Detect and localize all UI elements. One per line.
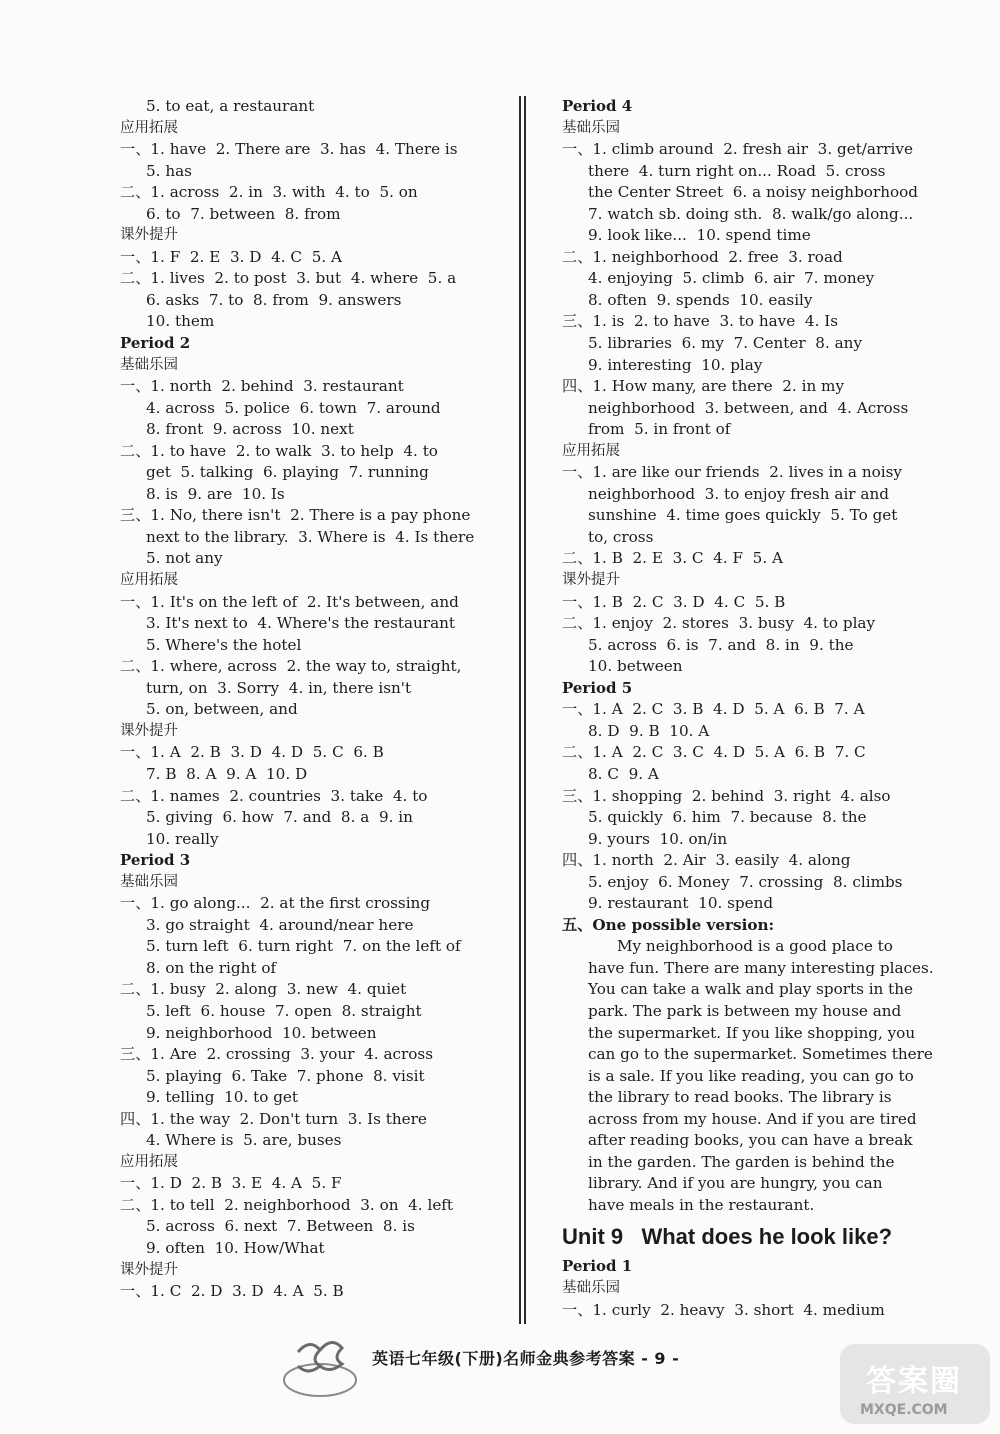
answer-line: have fun. There are many interesting places. [588, 958, 934, 977]
answer-line: 9. restaurant 10. spend [588, 894, 774, 913]
answer-line: across from my house. And if you are tired [588, 1109, 917, 1128]
section-heading: 基础乐园 [120, 873, 178, 890]
answer-line: 一、1. C 2. D 3. D 4. A 5. B [120, 1282, 344, 1301]
answer-line: 10. between [588, 657, 683, 676]
answer-line: 5. has [146, 161, 192, 180]
answer-line: 三、1. Are 2. crossing 3. your 4. across [120, 1045, 434, 1064]
answer-line: 二、1. to have 2. to walk 3. to help 4. to [120, 441, 438, 460]
answer-line: 8. often 9. spends 10. easily [588, 290, 813, 309]
answer-line: is a sale. If you like reading, you can go to [588, 1066, 914, 1085]
answer-line: the library to read books. The library is [588, 1088, 892, 1107]
answer-line: 8. D 9. B 10. A [588, 721, 710, 740]
answer-line: 二、1. where, across 2. the way to, straight, [120, 657, 462, 676]
section-heading: 应用拓展 [562, 442, 620, 459]
section-heading: 应用拓展 [120, 1153, 178, 1170]
answer-line: 4. enjoying 5. climb 6. air 7. money [588, 269, 875, 288]
section-heading: 基础乐园 [120, 356, 178, 373]
answer-line: 8. C 9. A [588, 764, 659, 783]
answer-line: 5. left 6. house 7. open 8. straight [146, 1001, 422, 1020]
answer-line: 一、1. B 2. C 3. D 4. C 5. B [562, 592, 786, 611]
answer-line: 二、1. B 2. E 3. C 4. F 5. A [562, 549, 783, 568]
section-heading: 基础乐园 [562, 119, 620, 136]
answer-line: 4. across 5. police 6. town 7. around [146, 398, 441, 417]
section-heading: 课外提升 [120, 722, 178, 739]
answer-line: park. The park is between my house and [588, 1001, 902, 1020]
section-heading: 课外提升 [562, 572, 620, 589]
answer-line: neighborhood 3. to enjoy fresh air and [588, 484, 889, 503]
answer-line: there 4. turn right on... Road 5. cross [588, 161, 886, 180]
answer-line: 9. often 10. How/What [146, 1238, 325, 1257]
answer-line: 3. It's next to 4. Where's the restaurant [146, 614, 456, 633]
answer-line: 5. turn left 6. turn right 7. on the left of [146, 937, 461, 956]
answer-line: 四、1. How many, are there 2. in my [562, 377, 845, 396]
answer-line: 三、1. No, there isn't 2. There is a pay phone [120, 506, 471, 525]
answer-line: 7. B 8. A 9. A 10. D [146, 764, 308, 783]
answer-line: 5. across 6. is 7. and 8. in 9. the [588, 635, 854, 654]
answer-line: to, cross [588, 527, 654, 546]
answer-line: 四、1. north 2. Air 3. easily 4. along [562, 851, 851, 870]
answer-line: after reading books, you can have a break [588, 1131, 913, 1150]
answer-line: 5. to eat, a restaurant [146, 97, 315, 115]
answer-line: 一、1. climb around 2. fresh air 3. get/arrive [562, 140, 913, 159]
answer-line: 5. Where's the hotel [146, 635, 302, 654]
answer-line: 6. to 7. between 8. from [146, 204, 341, 223]
answer-line: 二、1. A 2. C 3. C 4. D 5. A 6. B 7. C [562, 743, 866, 762]
answer-line: 9. look like... 10. spend time [588, 226, 811, 245]
answer-line: 6. asks 7. to 8. from 9. answers [146, 290, 402, 309]
right-column [562, 96, 932, 1321]
answer-line: 9. telling 10. to get [146, 1088, 299, 1107]
period-heading: Period 2 [120, 334, 191, 353]
answer-line: 一、1. It's on the left of 2. It's between, and [120, 592, 459, 611]
answer-line: 5. on, between, and [146, 700, 298, 719]
answer-line: 4. Where is 5. are, buses [146, 1131, 342, 1150]
period-heading: Period 3 [120, 851, 191, 870]
section-heading: 基础乐园 [562, 1279, 620, 1296]
answer-line: 一、1. are like our friends 2. lives in a noisy [562, 463, 902, 482]
answer-line: 一、1. A 2. B 3. D 4. D 5. C 6. B [120, 743, 384, 762]
answer-line: 二、1. enjoy 2. stores 3. busy 4. to play [562, 614, 876, 633]
answer-line: 5. enjoy 6. Money 7. crossing 8. climbs [588, 872, 903, 891]
answer-line: 二、1. lives 2. to post 3. but 4. where 5. a [120, 269, 457, 288]
answer-line: 二、1. busy 2. along 3. new 4. quiet [120, 980, 407, 999]
answer-line: 9. neighborhood 10. between [146, 1023, 377, 1042]
answer-line: from 5. in front of [588, 420, 731, 439]
answer-line: 8. is 9. are 10. Is [146, 484, 285, 503]
answer-line: 一、1. curly 2. heavy 3. short 4. medium [562, 1300, 885, 1319]
watermark-text: 答案圈 [866, 1364, 962, 1399]
answer-line: 二、1. across 2. in 3. with 4. to 5. on [120, 183, 418, 202]
answer-line: 二、1. to tell 2. neighborhood 3. on 4. left [120, 1195, 454, 1214]
period-heading: Period 5 [562, 678, 633, 697]
period-heading: Period 1 [562, 1257, 633, 1276]
section-heading: 应用拓展 [120, 572, 178, 589]
answer-line: 5. giving 6. how 7. and 8. a 9. in [146, 808, 413, 827]
answer-line: 一、1. F 2. E 3. D 4. C 5. A [120, 247, 342, 266]
answer-line: 一、1. D 2. B 3. E 4. A 5. F [120, 1174, 342, 1193]
right-column-top [562, 96, 932, 1216]
answer-line: 5. playing 6. Take 7. phone 8. visit [146, 1066, 425, 1085]
answer-line: My neighborhood is a good place to [588, 937, 893, 956]
page-footer [0, 1330, 1000, 1434]
answer-line: library. And if you are hungry, you can [588, 1174, 883, 1193]
answer-line: 7. watch sb. doing sth. 8. walk/go along... [588, 204, 914, 223]
answer-line: 四、1. the way 2. Don't turn 3. Is there [120, 1109, 427, 1128]
answer-line: 三、1. is 2. to have 3. to have 4. Is [562, 312, 839, 331]
answer-line: next to the library. 3. Where is 4. Is there [146, 527, 475, 546]
watermark-url: MXQE.COM [860, 1402, 948, 1418]
answer-line: 一、1. have 2. There are 3. has 4. There is [120, 140, 458, 159]
answer-line: 8. front 9. across 10. next [146, 420, 354, 439]
publisher-logo [280, 1332, 360, 1402]
answer-line: 5. libraries 6. my 7. Center 8. any [588, 334, 863, 353]
unit-title: Unit 9 What does he look like? [562, 1224, 893, 1250]
answer-line: 一、1. A 2. C 3. B 4. D 5. A 6. B 7. A [562, 700, 865, 719]
answer-line: the Center Street 6. a noisy neighborhood [588, 183, 919, 202]
footer-title: 英语七年级(下册)名师金典参考答案 - 9 - [372, 1349, 680, 1368]
answer-line: 5. across 6. next 7. Between 8. is [146, 1217, 415, 1236]
answer-line: 一、1. north 2. behind 3. restaurant [120, 377, 404, 396]
left-column [120, 96, 500, 1303]
answer-line: 3. go straight 4. around/near here [146, 915, 414, 934]
right-column-bottom [562, 1256, 932, 1321]
answer-line: You can take a walk and play sports in the [588, 980, 914, 999]
answer-line: in the garden. The garden is behind the [588, 1152, 895, 1171]
period-heading: Period 4 [562, 97, 633, 115]
answer-line: 9. yours 10. on/in [588, 829, 728, 848]
section-heading: 课外提升 [120, 1261, 178, 1278]
answer-line: turn, on 3. Sorry 4. in, there isn't [146, 678, 412, 697]
answer-line: 5. quickly 6. him 7. because 8. the [588, 808, 867, 827]
answer-line: 五、One possible version: [562, 915, 775, 934]
answer-line: 二、1. neighborhood 2. free 3. road [562, 247, 843, 266]
section-heading: 应用拓展 [120, 119, 178, 136]
answer-line: neighborhood 3. between, and 4. Across [588, 398, 909, 417]
answer-line: 9. interesting 10. play [588, 355, 763, 374]
answer-line: 一、1. go along... 2. at the first crossing [120, 894, 431, 913]
answer-line: can go to the supermarket. Sometimes there [588, 1045, 933, 1064]
answer-line: 10. them [146, 312, 215, 331]
answer-line: get 5. talking 6. playing 7. running [146, 463, 429, 482]
answer-line: have meals in the restaurant. [588, 1195, 815, 1214]
column-divider [519, 96, 521, 1324]
answer-line: 10. really [146, 829, 219, 848]
column-divider [524, 96, 526, 1324]
answer-line: 二、1. names 2. countries 3. take 4. to [120, 786, 428, 805]
answer-line: sunshine 4. time goes quickly 5. To get [588, 506, 898, 525]
section-heading: 课外提升 [120, 227, 178, 244]
answer-line: the supermarket. If you like shopping, you [588, 1023, 916, 1042]
answer-line: 8. on the right of [146, 958, 277, 977]
answer-line: 5. not any [146, 549, 223, 568]
answer-line: 三、1. shopping 2. behind 3. right 4. also [562, 786, 891, 805]
